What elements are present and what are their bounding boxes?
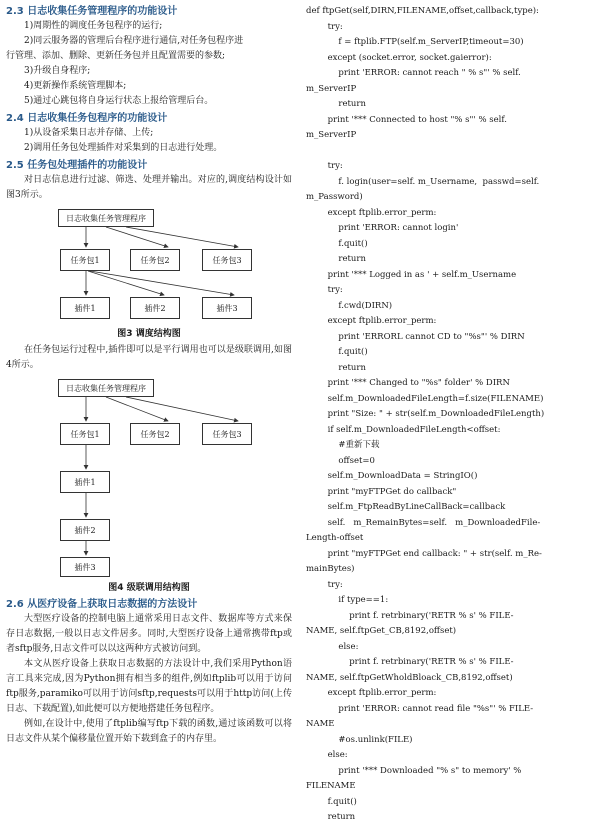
code-line: m_ServerIP [306,130,357,140]
code-line: print 'ERROR: cannot read file "%s"' % FILE- [306,703,534,714]
list-item-continuation: 行管理、添加、删除、更新任务包并且配置需要的参数; [6,51,226,61]
code-line: print 'ERROR: cannot login' [306,223,459,233]
code-line: if self.m_DownloadedFileLength<offset: [306,424,501,435]
code-line: print '*** Changed to "%s" folder' % DIRN [306,378,510,388]
code-line: self.m_FtpReadByLineCallBack=callback [306,502,506,512]
figure-4-caption: 图4 级联调用结构图 [108,583,190,593]
code-line: f = ftplib.FTP(self.m_ServerIP,timeout=30) [306,37,524,47]
code-line: try: [306,21,343,32]
code-line: print f. retrbinary('RETR % s' % FILE- [306,657,514,667]
code-line: f.quit() [306,796,357,807]
code-line: except (socket.error, socket.gaierror): [306,52,492,63]
list-item: 2)调用任务包处理插件对采集到的日志进行处理。 [24,143,223,153]
code-line: print "myFTPGet do callback" [306,486,457,497]
code-line: print "myFTPGet end callback: " + str(self. m_Re- [306,548,542,559]
code-line: return [306,99,366,109]
list-item: 4)更新操作系统管理脚本; [24,81,127,91]
code-line: self.m_DownloadData = StringIO() [306,471,478,481]
code-line: m_Password) [306,192,363,202]
section-heading-2-5: 2.5 任务包处理插件的功能设计 [6,160,148,171]
list-item: 1)周期性的调度任务包程序的运行; [24,21,163,31]
plugin-node-2: 插件2 [130,297,180,319]
code-line: else: [306,641,359,652]
code-line: except ftplib.error_perm: [306,688,437,698]
code-line: m_ServerIP [306,83,357,94]
root-node: 日志收集任务管理程序 [58,379,154,397]
task-node-1: 任务包1 [60,249,110,271]
code-line: print 'ERROR: cannot reach " % s"' % self. [306,68,521,78]
code-line: mainBytes) [306,564,355,574]
code-line: print f. retrbinary('RETR % s' % FILE- [306,610,514,621]
task-node-3: 任务包3 [202,423,252,445]
plugin-node-3: 插件3 [202,297,252,319]
code-line: else: [306,750,348,760]
code-line [306,144,596,160]
code-line: #重新下载 [306,440,380,450]
code-line: f.quit() [306,347,368,357]
code-line: return [306,254,366,264]
task-node-2: 任务包2 [130,249,180,271]
code-line: self. m_RemainBytes=self. m_DownloadedFile- [306,517,541,528]
section-heading-2-3: 2.3 日志收集任务管理程序的功能设计 [6,6,178,17]
code-line: NAME [306,719,335,729]
figure-4-connectors [6,377,292,579]
code-line: print 'ERRORL cannot CD to "%s"' % DIRN [306,331,525,342]
code-line: #os.unlink(FILE) [306,734,413,745]
code-line: return [306,812,356,822]
paragraph: 本文从医疗设备上获取日志数据的方法设计中,我们采用Python语言工具来完成,因为Python拥有相当多的组件,例如ftplib可以用于访问ftp服务,paramiko可以用于访问sftp,requests可以用于http访问(上传日志、下载配置),如此便可以方便地搭建任务包程序。 [6,659,292,714]
list-item: 1)从设备采集日志并存储、上传; [24,128,154,138]
right-column [306,4,596,826]
code-line: f.quit() [306,238,368,249]
code-line: f.cwd(DIRN) [306,300,393,311]
task-node-1: 任务包1 [60,423,110,445]
code-line: offset=0 [306,455,375,466]
figure-3-diagram [6,207,292,325]
code-line: print '*** Logged in as ' + self.m_Username [306,269,517,280]
paragraph: 大型医疗设备的控制电脑上通常采用日志文件、数据库等方式来保存日志数据,一般以日志文件居多。同时,大型医疗设备上通常携带ftp或者sftp服务,日志文件可以以这两种方式被访问到。 [6,614,292,654]
code-line: print "Size: " + str(self.m_DownloadedFileLength) [306,409,545,419]
list-item: 5)通过心跳包将自身运行状态上报给管理后台。 [24,96,214,106]
task-node-3: 任务包3 [202,249,252,271]
code-line: print '*** Connected to host "% s"' % self. [306,114,507,125]
plugin-node-1: 插件1 [60,297,110,319]
paragraph: 例如,在设计中,使用了ftplib编写ftp下载的函数,通过该函数可以将日志文件从某个偏移量位置开始下载到盒子的内存里。 [6,719,292,744]
code-line: FILENAME [306,781,356,791]
code-line: return [306,362,366,373]
section-heading-2-4: 2.4 日志收集任务包程序的功能设计 [6,113,168,124]
plugin-node-2: 插件2 [60,519,110,541]
code-line: if type==1: [306,595,389,605]
code-line: try: [306,285,343,295]
figure-4-diagram [6,377,292,579]
figure-3-caption: 图3 调度结构图 [117,329,181,339]
code-line: try: [306,161,343,171]
code-line: except ftplib.error_perm: [306,207,437,218]
code-line: print '*** Downloaded "% s" to memory' % [306,765,522,776]
task-node-2: 任务包2 [130,423,180,445]
paragraph: 对日志信息进行过滤、筛选、处理并输出。对应的,调度结构设计如图3所示。 [6,175,292,200]
code-line: f. login(user=self. m_Username, passwd=self. [306,176,540,187]
root-node: 日志收集任务管理程序 [58,209,154,227]
list-item: 2)同云服务器的管理后台程序进行通信,对任务包程序进 [24,36,244,46]
code-listing [306,4,596,826]
code-line: self.m_DownloadedFileLength=f.size(FILENAME) [306,393,544,404]
code-line: Length-offset [306,533,364,543]
code-line: def ftpGet(self,DIRN,FILENAME,offset,callback,type): [306,6,539,16]
section-heading-2-6: 2.6 从医疗设备上获取日志数据的方法设计 [6,599,198,610]
paragraph: 在任务包运行过程中,插件即可以是平行调用也可以是级联调用,如图4所示。 [6,345,292,370]
code-line: try: [306,579,343,590]
left-column [6,4,292,747]
code-line: except ftplib.error_perm: [306,316,437,326]
code-line: NAME, self.ftpGet_CB,8192,offset) [306,626,457,636]
plugin-node-1: 插件1 [60,471,110,493]
code-line: NAME, self.ftpGetWholdBloack_CB,8192,offset) [306,672,513,683]
plugin-node-3: 插件3 [60,557,110,577]
list-item: 3)升级自身程序; [24,66,91,76]
